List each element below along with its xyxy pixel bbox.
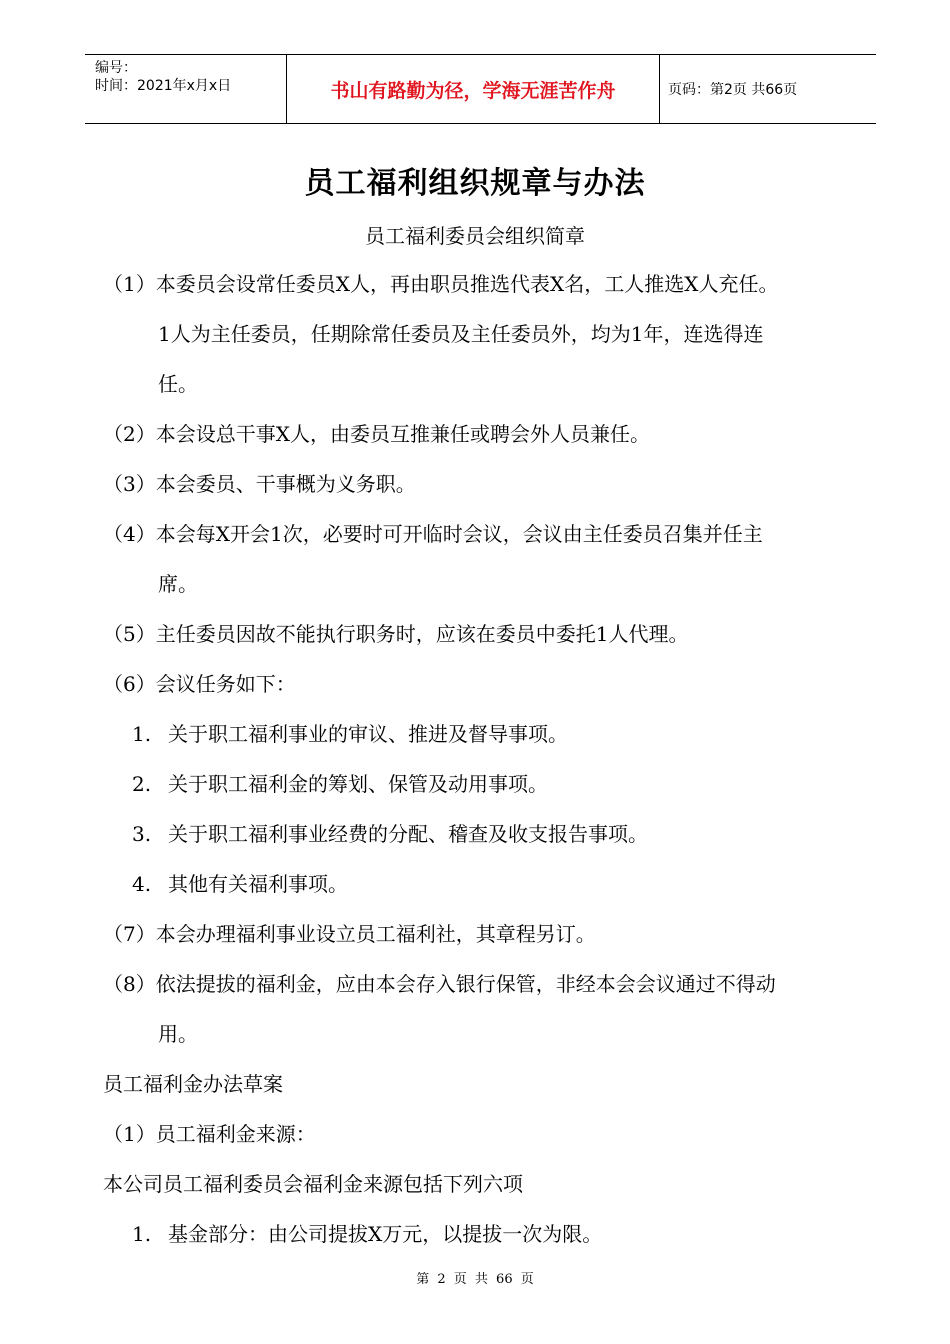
item-text: 本会设总干事X人，由委员互推兼任或聘会外人员兼任。 — [155, 422, 650, 446]
item-text: 主任委员因故不能执行职务时，应该在委员中委托1人代理。 — [155, 622, 689, 646]
header-page-info: 页码：第2页 共66页 — [668, 82, 798, 98]
list-item — [103, 418, 650, 447]
task-number: 4. — [132, 872, 152, 896]
section-heading: 员工福利金办法草案 — [103, 1072, 283, 1096]
task-text: 其他有关福利事项。 — [168, 872, 348, 896]
header-meta — [95, 59, 231, 95]
list-item — [103, 968, 776, 997]
item-marker: （4） — [103, 522, 156, 546]
task-text: 关于职工福利事业的审议、推进及督导事项。 — [168, 722, 568, 746]
item-marker: （7） — [103, 922, 156, 946]
document-subtitle: 员工福利委员会组织简章 — [365, 224, 585, 248]
list-item — [103, 668, 296, 697]
task-number: 1. — [132, 722, 152, 746]
task-number: 2. — [132, 772, 152, 796]
list-item — [103, 268, 778, 297]
item-text: 本会办理福利事业设立员工福利社，其章程另订。 — [155, 922, 596, 946]
item-text: 会议任务如下： — [155, 672, 296, 696]
task-text: 关于职工福利金的筹划、保管及动用事项。 — [168, 772, 548, 796]
item-marker: （8） — [103, 972, 156, 996]
page-footer: 第 2 页 共 66 页 — [416, 1272, 534, 1287]
task-number: 3. — [132, 822, 152, 846]
item-marker: （3） — [103, 472, 156, 496]
doc-number-label: 编号： — [95, 60, 137, 76]
header-divider — [659, 55, 660, 123]
list-item — [103, 618, 688, 647]
header-motto: 书山有路勤为径，学海无涯苦作舟 — [330, 79, 616, 102]
paragraph: 本公司员工福利委员会福利金来源包括下列六项 — [103, 1172, 523, 1196]
list-item — [103, 518, 763, 547]
item-text: 本委员会设常任委员X人，再由职员推选代表X名，工人推选X人充任。 — [155, 272, 779, 296]
fund-number: 1. — [132, 1222, 152, 1246]
task-item — [132, 868, 348, 897]
item-marker: （1） — [103, 272, 156, 296]
section-item: （1）员工福利金来源： — [103, 1122, 316, 1146]
item-marker: （5） — [103, 622, 156, 646]
task-text: 关于职工福利事业经费的分配、稽查及收支报告事项。 — [168, 822, 648, 846]
task-item — [132, 818, 648, 847]
item-text: 依法提拔的福利金，应由本会存入银行保管，非经本会会议通过不得动 — [155, 972, 776, 996]
task-item — [132, 768, 548, 797]
fund-text: 基金部分：由公司提拔X万元，以提拔一次为限。 — [168, 1222, 603, 1246]
item-continuation: 用。 — [158, 1022, 198, 1046]
item-continuation: 席。 — [158, 572, 198, 596]
document-title: 员工福利组织规章与办法 — [304, 166, 646, 201]
item-marker: （6） — [103, 672, 156, 696]
list-item — [103, 468, 416, 497]
item-continuation: 任。 — [158, 372, 198, 396]
list-item — [103, 918, 596, 947]
task-item — [132, 718, 568, 747]
item-marker: （2） — [103, 422, 156, 446]
fund-item — [132, 1218, 602, 1247]
doc-date: 时间：2021年x月x日 — [95, 78, 232, 94]
item-text: 本会委员、干事概为义务职。 — [155, 472, 416, 496]
item-text: 本会每X开会1次，必要时可开临时会议，会议由主任委员召集并任主 — [155, 522, 763, 546]
item-continuation: 1人为主任委员，任期除常任委员及主任委员外，均为1年，连选得连 — [158, 322, 764, 346]
page-header — [85, 54, 876, 124]
